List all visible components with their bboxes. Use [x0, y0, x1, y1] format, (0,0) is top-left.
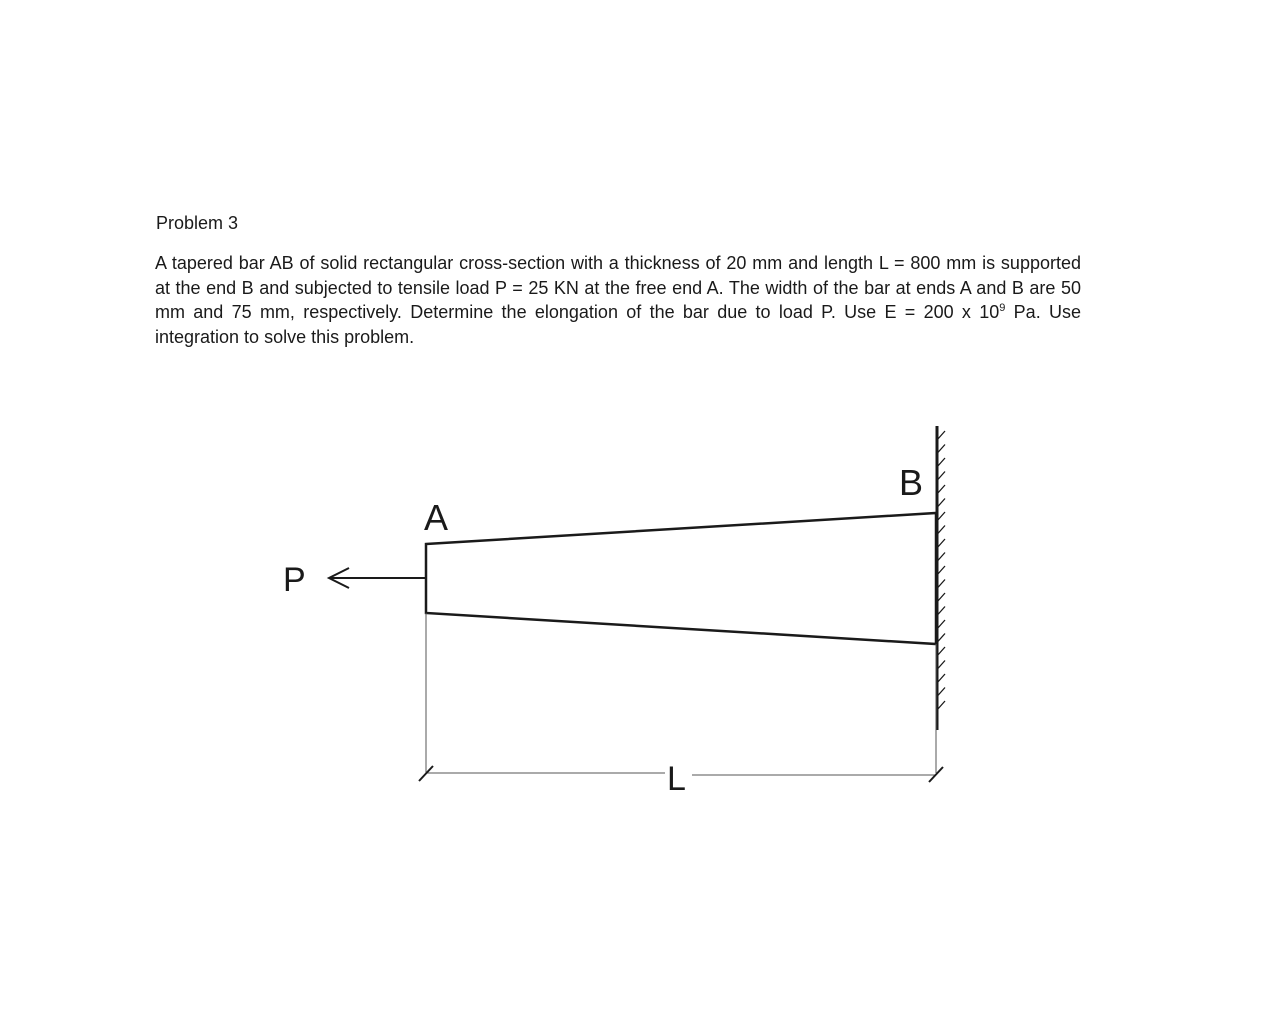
- load-arrow: [329, 568, 426, 588]
- tapered-bar: [426, 513, 936, 644]
- problem-statement-text-end: Pa. Use integration to solve this problem.: [155, 302, 1082, 347]
- label-a: A: [424, 497, 449, 538]
- exponent: 9: [999, 302, 1006, 314]
- problem-statement-text: A tapered bar AB of solid rectangular cross-section with a thickness of 20 mm and length L = 800 mm is supported at the end B and subjected to tensile load P = 25 KN at the free end A. The width of the bar at ends A and B are 50 mm and 75 mm, respectively. Determine the elongation of the bar due to load P. Use E = 200 x 10: [155, 253, 1081, 322]
- problem-title: Problem 3: [156, 213, 239, 233]
- label-l: L: [667, 760, 686, 798]
- label-b: B: [899, 462, 924, 503]
- label-p: P: [283, 561, 306, 599]
